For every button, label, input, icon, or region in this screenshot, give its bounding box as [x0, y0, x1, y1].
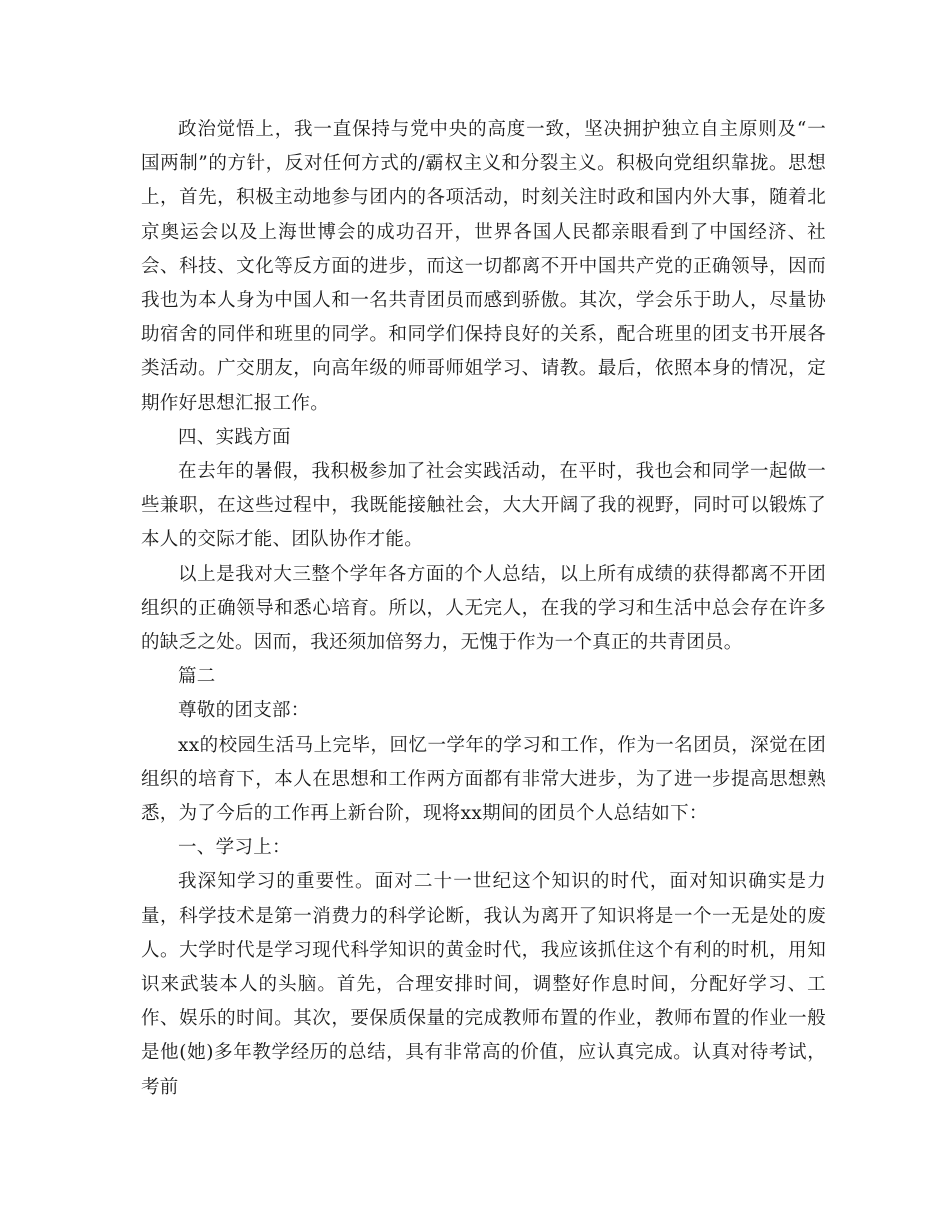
heading-practice: 四、实践方面 [178, 426, 291, 448]
paragraph-political-awareness: 政治觉悟上，我一直保持与党中央的高度一致，坚决拥护独立自主原则及“一国两制”的方针，反对任何方式的/霸权主义和分裂主义。积极向党组织靠拢。思想上，首先，积极主动地参与团内的各项活动，时刻关注时政和国内外大事，随着北京奥运会以及上海世博会的成功召开，世界各国人民都亲眼看到了中国经济、社会、科技、文化等反方面的进步，而这一切都离不开中国共产党的正确领导，因而我也为本人身为中国人和一名共青团员而感到骄傲。其次，学会乐于助人，尽量协助宿舍的同伴和班里的同学。和同学们保持良好的关系，配合班里的团支书开展各类活动。广交朋友，向高年级的师哥师姐学习、请教。最后，依照本身的情况，定期作好思想汇报工作。 [141, 119, 826, 414]
paragraph-study: 我深知学习的重要性。面对二十一世纪这个知识的时代，面对知识确实是力量，科学技术是第一消费力的科学论断，我认为离开了知识将是一个一无是处的废人。大学时代是学习现代科学知识的黄金时代，我应该抓住这个有利的时机，用知识来武装本人的头脑。首先，合理安排时间，调整好作息时间，分配好学习、工作、娱乐的时间。其次，要保质保量的完成教师布置的作业，教师布置的作业一般是他(她)多年教学经历的总结，具有非常高的价值，应认真完成。认真对待考试，考前 [141, 871, 826, 1098]
paragraph-intro: xx的校园生活马上完毕，回忆一学年的学习和工作，作为一名团员，深觉在团组织的培育下，本人在思想和工作两方面都有非常大进步，为了进一步提高思想熟悉，为了今后的工作再上新台阶，现将xx期间的团员个人总结如下： [141, 734, 826, 825]
document-body [141, 113, 826, 1105]
heading-part-two: 篇二 [178, 666, 216, 688]
paragraph-practice: 在去年的暑假，我积极参加了社会实践活动，在平时，我也会和同学一起做一些兼职，在这些过程中，我既能接触社会，大大开阔了我的视野，同时可以锻炼了本人的交际才能、团队协作才能。 [141, 461, 826, 551]
heading-study: 一、学习上： [178, 837, 291, 859]
salutation: 尊敬的团支部： [178, 700, 310, 722]
paragraph-summary: 以上是我对大三整个学年各方面的个人总结，以上所有成绩的获得都离不开团组织的正确领导和悉心培育。所以，人无完人，在我的学习和生活中总会存在许多的缺乏之处。因而，我还须加倍努力，无愧于作为一个真正的共青团员。 [141, 563, 826, 654]
